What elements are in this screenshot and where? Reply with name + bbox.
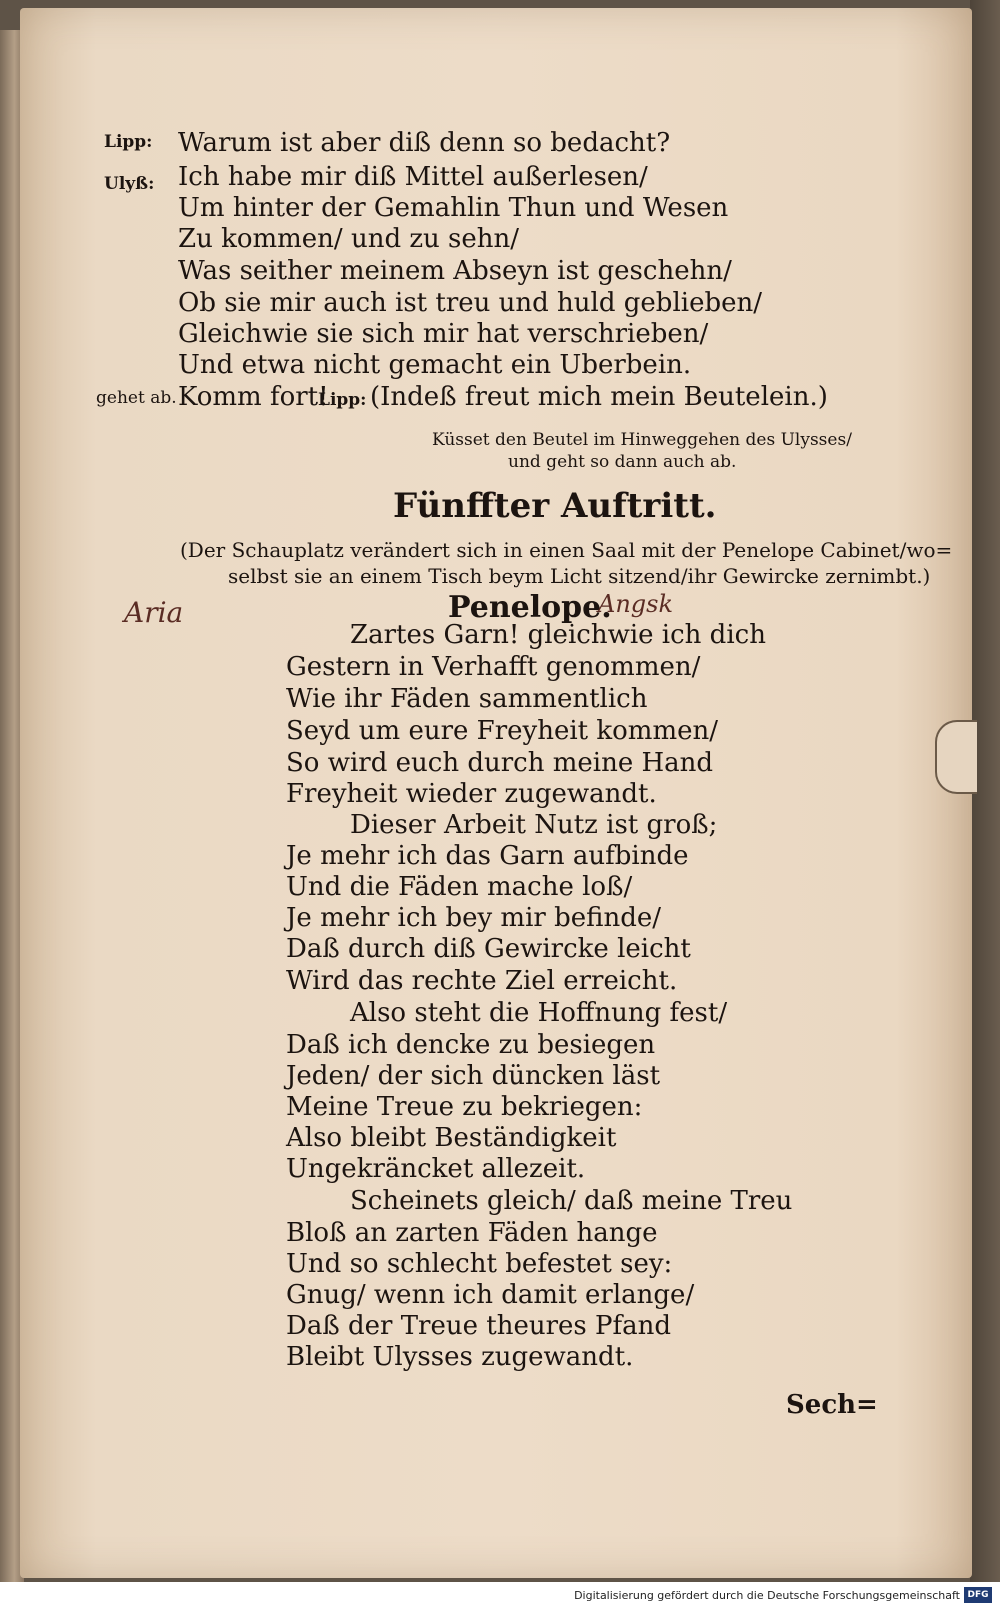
dialogue-line: Ob sie mir auch ist treu und huld geblieben/ xyxy=(178,288,762,318)
stage-direction: selbst sie an einem Tisch beym Licht sitzend/ihr Gewircke zernimbt.) xyxy=(228,564,931,588)
speaker-lipp: Lipp: xyxy=(104,132,153,152)
aria-line: Und so schlecht befestet sey: xyxy=(286,1249,673,1279)
speaker-ulyss: Ulyß: xyxy=(104,174,155,194)
aria-line: Seyd um eure Freyheit kommen/ xyxy=(286,716,718,746)
dialogue-line: Komm fort! xyxy=(178,382,329,412)
catchword: Sech= xyxy=(786,1390,878,1420)
dialogue-line: Was seither meinem Abseyn ist geschehn/ xyxy=(178,256,732,286)
scene-heading: Fünffter Auftritt. xyxy=(393,486,717,526)
footer-credit: Digitalisierung gefördert durch die Deutsche Forschungsgemeinschaft xyxy=(574,1589,960,1602)
aria-line: Scheinets gleich/ daß meine Treu xyxy=(350,1186,793,1216)
aria-line: Also bleibt Beständigkeit xyxy=(286,1123,617,1153)
dialogue-line: Und etwa nicht gemacht ein Uberbein. xyxy=(178,350,692,380)
aria-line: So wird euch durch meine Hand xyxy=(286,748,714,778)
aria-line: Meine Treue zu bekriegen: xyxy=(286,1092,643,1122)
aria-line: Und die Fäden mache loß/ xyxy=(286,872,633,902)
dialogue-line: Warum ist aber diß denn so bedacht? xyxy=(178,128,671,158)
handwritten-note: Aria xyxy=(124,596,184,629)
aria-line: Gnug/ wenn ich damit erlange/ xyxy=(286,1280,695,1310)
aria-line: Wie ihr Fäden sammentlich xyxy=(286,684,648,714)
aside-line: (Indeß freut mich mein Beutelein.) xyxy=(370,382,828,412)
aria-line: Ungekräncket allezeit. xyxy=(286,1154,586,1184)
stage-direction: (Der Schauplatz verändert sich in einen Saal mit der Penelope Cabinet/wo= xyxy=(180,538,953,562)
handwritten-note: Angsk xyxy=(598,590,674,618)
character-name: Penelope. xyxy=(448,590,612,625)
aria-line: Jeden/ der sich düncken läst xyxy=(286,1061,661,1091)
aria-line: Bloß an zarten Fäden hange xyxy=(286,1218,658,1248)
aria-line: Zartes Garn! gleichwie ich dich xyxy=(350,620,766,650)
aria-line: Daß der Treue theures Pfand xyxy=(286,1311,672,1341)
aria-line: Je mehr ich bey mir befinde/ xyxy=(286,903,661,933)
dialogue-line: Um hinter der Gemahlin Thun und Wesen xyxy=(178,193,729,223)
page-clip xyxy=(935,720,977,794)
aria-line: Freyheit wieder zugewandt. xyxy=(286,779,657,809)
aria-line: Wird das rechte Ziel erreicht. xyxy=(286,966,678,996)
margin-note: gehet ab. xyxy=(96,388,177,408)
dialogue-line: Gleichwie sie sich mir hat verschrieben/ xyxy=(178,319,709,349)
dialogue-line: Ich habe mir diß Mittel außerlesen/ xyxy=(178,162,648,192)
aria-line: Also steht die Hoffnung fest/ xyxy=(350,998,728,1028)
stage-direction: Küsset den Beutel im Hinweggehen des Ulysses/ xyxy=(432,430,852,450)
aria-line: Dieser Arbeit Nutz ist groß; xyxy=(350,810,718,840)
speaker-lipp: Lipp: xyxy=(318,390,367,410)
footer-bar xyxy=(0,1582,1000,1609)
aria-line: Bleibt Ulysses zugewandt. xyxy=(286,1342,634,1372)
stage-direction: und geht so dann auch ab. xyxy=(508,452,737,472)
aria-line: Daß durch diß Gewircke leicht xyxy=(286,934,691,964)
aria-line: Gestern in Verhafft genommen/ xyxy=(286,652,701,682)
aria-line: Daß ich dencke zu besiegen xyxy=(286,1030,656,1060)
dialogue-line: Zu kommen/ und zu sehn/ xyxy=(178,224,520,254)
aria-line: Je mehr ich das Garn aufbinde xyxy=(286,841,689,871)
dfg-logo-icon[interactable]: DFG xyxy=(964,1587,992,1603)
